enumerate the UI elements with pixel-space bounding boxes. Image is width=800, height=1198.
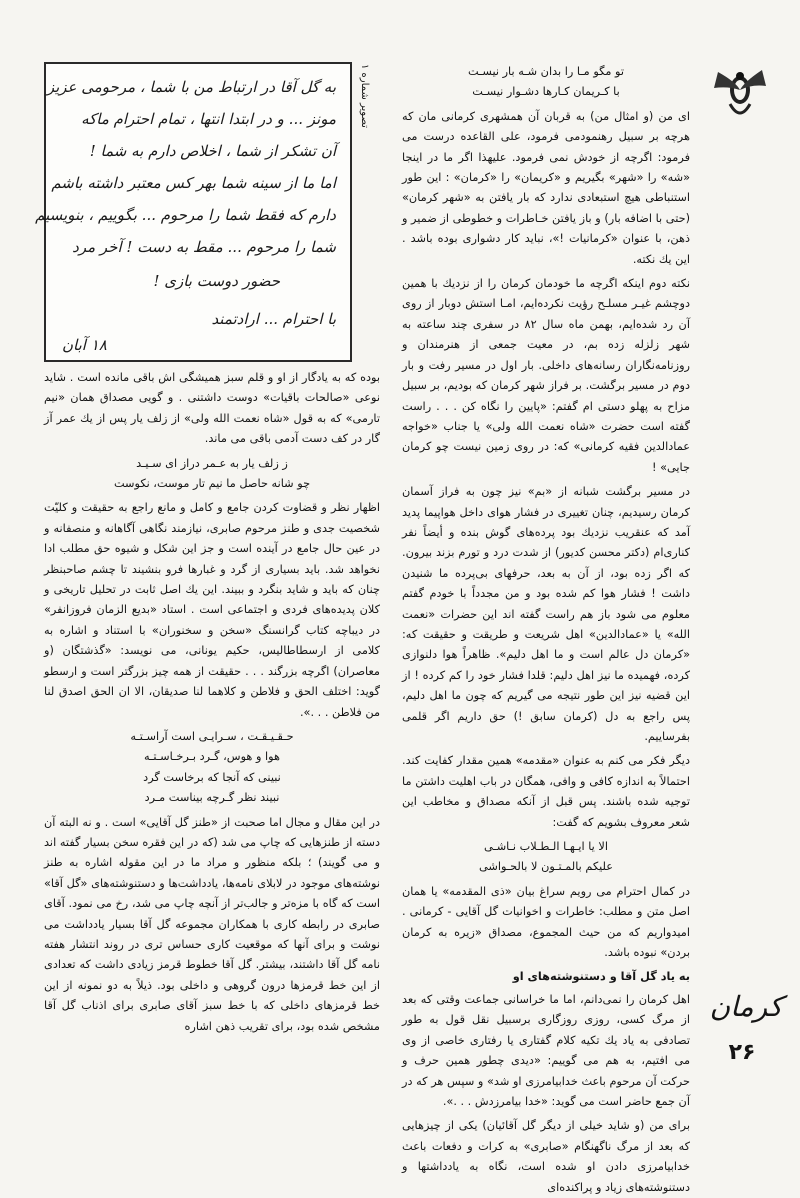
image-caption-text: تصویر شماره ۱ (359, 64, 370, 128)
verse-line: علیکم بالمـتـون لا بالحـواشی (478, 860, 614, 874)
letter-line: حضور دوست بازی ! (153, 272, 280, 290)
letter-line: مونز ... و در ابتدا انتها ، تمام احترام ماکه (81, 110, 336, 128)
paragraph: در مسیر برگشت شبانه از «بم» نیز چون به فراز آسمان کرمان رسیدیم، چنان تغییری در فشار هوای داخل هواپیما پدید آمد که عنقریب نزدیك بود پرده‌های گوش بنده و أیضاً نفر کناری‌ام (دکتر محسن کدیور) از شدت درد و تورم بزند بیرون. که اگر زده بود، از آن به بعد، حرفهای بی‌پرده ما شنیدن داشت ! فشار هوا کم شده بود و من مجدداً با خودم گفتم معلوم می شود باز هم راست گفته اند این حضرات «نعمت الله» یا «عمادالدین» اهل شریعت و طریقت و حقیقت که: «کرمان دل عالم است و ما اهل دلیم». ظاهراً هوا دلنوازی کرده، فهمیده ما نیز اهل دلیم: قلدا فشار خود را کم کرده ! از این قضیه نیز این طور نتیجه می گیریم که چون ما اهل دلیم، پس راجع به دل (کرمان سابق !) حق داریم اگر قلمی بفرساییم. (402, 485, 690, 743)
paragraph: در کمال احترام می رویم سراغ بیان «ذی المقدمه» یا همان اصل متن و مطلب: خاطرات و اخوانیات گل آقایی - کرمانی . امیدواریم که من حیث المجموع، مصداق «زیره به کرمان بردن» نبوده باشد. (402, 884, 690, 960)
margin-title: کرمان (709, 990, 783, 1023)
letter-line: با احترام ... ارادتمند (211, 310, 336, 328)
section-heading: به یاد گل آقا و دستنوشته‌های او (512, 970, 690, 984)
verse-line: نبینی که آنجا که برخاست گرد (143, 770, 281, 784)
paragraph: اهل کرمان را نمی‌دانم، اما ما خراسانی جماعت وقتی که بعد از مرگ کسی، روزی روزگاری برسبیل نقل قول به طور تصادفی به یاد یك تكیه كلام گفتاری یا رفتاری خاصی از وی می افتیم، به هم می گوییم: «دیدی چطور همین حرف و حرکت آن مرحوم باعث خدابیامرزی او شد» و سپس هر که در آن جمع حاضر است می گوید: «خدا بیامرزدش . . .». (402, 992, 690, 1108)
verse-line: تو مگو مـا را بدان شـه بار نیسـت (467, 65, 625, 78)
paragraph: نکته دوم اینکه اگرچه ما خودمان کرمان را از نزدیك با همین دوچشم غیـر مسلـح رؤیت نکرده‌ایم، امـا استش دوبار از روی آن رد شده‌ایم، بهمن ماه سال ۸۲ در سفری چند ساعته به شهر زلزله زده بم، در معیت جمعی از هنرمندان و روزنامه‌نگاران رسانه‌های داخلی. بار اول در مسیر رفت و بار دوم در مسیر برگشت. بر فراز شهر کرمان که بودیم، بر سبیل مزاح به پهلو دستی ام گفتم: «پایین را نگاه کن . . . راست گفته است حضرت «شاه نعمت الله ولی» یا جناب «خواجه عمادالدین فقیه کرمانی» که: در روی زمین نیست چو کرمان جایی» ! (402, 277, 690, 474)
letter-line: آن تشکر از شما ، اخلاص دارم به شما ! (89, 142, 336, 160)
verse-line: با کـریمان کـارها دشـوار نیسـت (472, 85, 620, 99)
verse-line: ز زلف یار به عـمر دراز ای سـیـد (136, 456, 288, 470)
paragraph: برای من (و شاید خیلی از دیگر گل آقائیان) یکی از چیزهایی که بعد از مرگ ناگهنگام «صابری» به کرات و دفعات باعث خدابیامرزی دادن او شده است، نگاه به یادداشتها و دستنوشته‌های زیاد و پراکنده‌ای (402, 1119, 690, 1194)
letter-date: ۱۸ آبان (62, 336, 107, 354)
article-left-column (44, 368, 380, 1058)
paragraph: اظهار نظر و قضاوت کردن جامع و کامل و مانع راجع به حقیقت و کلیّت شخصیت جدی و طنز مرحوم صابری، نیازمند نگاهی آگاهانه و منصفانه و در عین حال جامع در آینده است و جز این شکل و شیوه حق مطلب ادا نخواهد شد. باید بسیاری از گرد و غبارها فرو بنشیند تا چشم صاحبنظر چنان که باید و شاید بنگرد و ببیند. این یك اصل ثابت در تحلیل تاریخی و کلان پدیده‌های فردی و اجتماعی است . استاد «بدیع الزمان فروزانفر» در دیباچه کتاب گرانسنگ «سخن و سخنوران» با استناد و اشاره به کلامی از ارسطاطالیس، حکیم یونانی، می نویسد: «گذشتگان (و معاصران) اگرچه بزرگند . . . حقیقت از همه چیز بزرگتر است و ارسطو گوید: اختلف الحق و فلاطن و کلاهما لنا صدیقان، الا ان الحق اصدق لنا من فلاطن . . .». (44, 501, 380, 719)
letter-line: دارم که فقط شما را مرحوم ... بگوییم ، بنویسیم (35, 206, 336, 224)
letter-line: اما ما از سینه شما بهر کس معتبر داشته باشم (51, 174, 336, 192)
letter-line: شما را مرحوم ... مقط به دست ! آخر مرد (72, 238, 336, 256)
paragraph: بوده که به یادگار از او و قلم سبز همیشگی اش باقی مانده است . شاید نوعی «صالحات باقیات» دوست داشتنی . و گویی مصداق همان «نیم تارمی» که به قول «شاه نعمت الله ولی» از زلف یار پس از یك عمر آز گار در كف دست آدمی باقی می ماند. (44, 371, 380, 446)
letter-line: به گل آقا در ارتباط من با شما ، مرحومی عزیز (46, 78, 336, 96)
paragraph: در این مقال و مجال اما صحبت از «طنز گل آقایی» است . و نه البته آن دسته از طنزهایی که چاپ می شد (که در این فقره سخن بسیار گفته اند و می گویند) ؛ بلکه منظور و مراد ما در این مقوله اشاره به طنز نوشته‌های موجود در لابلای نامه‌ها، یادداشت‌ها و دستنوشته‌های «گل آقا» است که گاه با مزه‌تر و جالب‌تر از آنچه چاپ می شد، رخ می نمود. آقای صابری در رابطه کاری با همکاران مجموعه گل آقا بسیار یادداشت می نوشت و برای آنها که موقعیت کاری حساس تری در روند انتشار هفته نامه گل آقا داشتند، بیشتر. گل آقا خطوط قرمز زیادی داشت که تعدادی از این خط قرمزها درون گروهی و داخلی بود. ذیلاً به دو نمونه از این خط قرمزهای داخلی که با خط سبز آقای صابری برای اذناب گل آقا مشخص شده بود، برای تقریب ذهن اشاره (44, 815, 380, 1033)
article-right-column (402, 62, 690, 1194)
bee-logo-icon (708, 60, 768, 130)
verse-line: چو شانه حاصل ما نیم تار موست، نکوست (113, 477, 311, 491)
verse-line: الا یا ایـهـا الـطـلاب نـاشـی (483, 840, 608, 854)
paragraph: دیگر فکر می کنم به عنوان «مقدمه» همین مقدار کفایت کند. احتمالاً به اندازه کافی و وافی، همگان در باب اهلیت داشتن ما توجیه شده باشند. پس قبل از آنکه مصداق و مخاطب این شعر معروف بشویم که گفت: (402, 754, 690, 829)
page-number: ۲۶ (728, 1040, 756, 1065)
handwritten-letter-image (35, 62, 352, 362)
paragraph: ای من (و امثال من) به قربان آن همشهری کرمانی مان که هرچه بر سبیل رهنمودمی فرمود، علی القاعده درست می فرمود: اگرچه از خودش نمی فرمود. علیهذا اگر ما در اینجا «شه» را «شهر» بگیریم و «کریمان» را «کرمان» : این طور استنباطی هیچ استبعادی ندارد که بار یافتن به «شهر کرمان» (حتی با اضافه بار) و باز یافتن خـاطرات و خطوطی از ضمیر و ذهن، با عنوان «کرمانیات !»، نباید کار دشواری بوده باشد . این یك نكته. (402, 109, 690, 266)
verse-line: حـقـیـقـت ، سـرایـی است آراسـتـه (130, 729, 294, 743)
verse-line: هوا و هوس، گـرد بـرخـاسـتـه (144, 750, 280, 764)
image-caption (354, 64, 372, 214)
verse-line: نبیند نظر گـرچه بیناست مـرد (144, 791, 280, 805)
